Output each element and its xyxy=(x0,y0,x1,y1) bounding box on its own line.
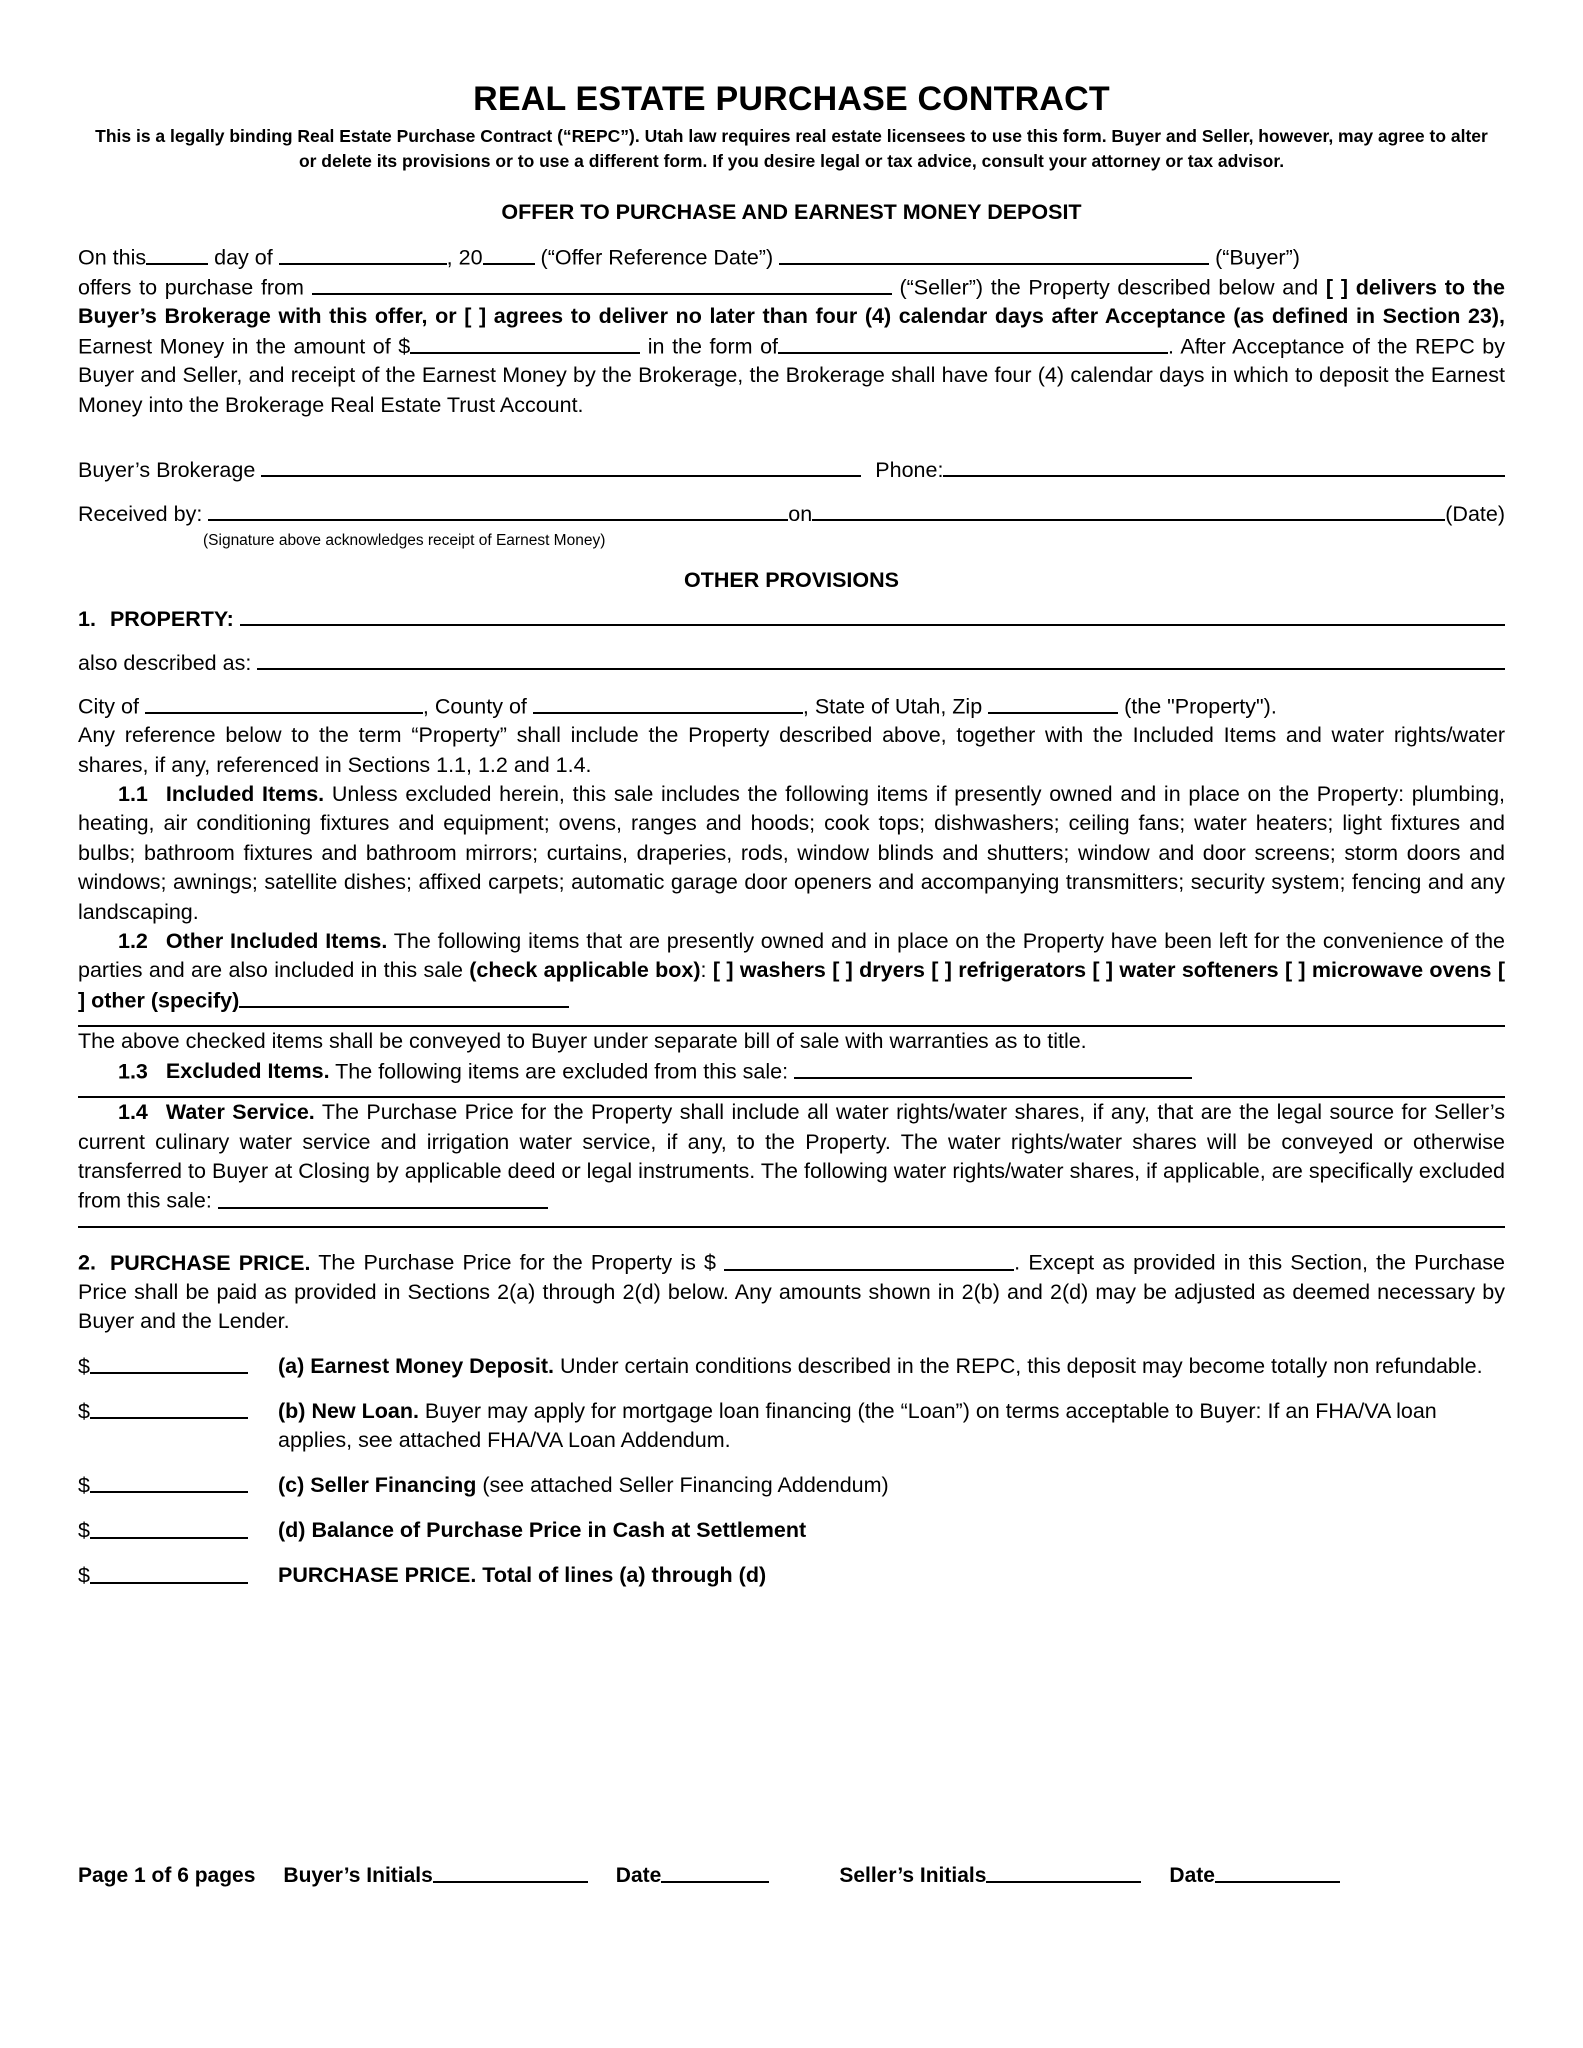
other-specify-field[interactable] xyxy=(239,986,569,1008)
row-label-total: PURCHASE PRICE. Total of lines (a) through (d) xyxy=(278,1563,767,1588)
earnest-money-delivery-clause: [ ] delivers to the Buyer’s Brokerage with this offer, or [ ] agrees to deliver no later than four (4) calendar days after Acceptance (as defined in Section 23), xyxy=(78,274,1505,329)
page-title: REAL ESTATE PURCHASE CONTRACT xyxy=(473,80,1110,118)
seller-initials-group xyxy=(839,1861,1141,1888)
buyer-brokerage-label: Buyer’s Brokerage xyxy=(78,458,256,483)
property-row xyxy=(78,603,1505,635)
offers-to-purchase-label: offers to purchase from xyxy=(78,274,304,299)
sub12-colon: : xyxy=(700,958,713,983)
purchase-price-row-d xyxy=(78,1516,1505,1546)
also-described-label: also described as: xyxy=(78,651,252,676)
description-cell-d xyxy=(278,1516,1505,1546)
row-label-d: Balance of Purchase Price in Cash at Settlement xyxy=(311,1518,807,1543)
phone-label: Phone: xyxy=(875,458,944,483)
seller-name-field[interactable] xyxy=(312,273,892,295)
seller-date-field[interactable] xyxy=(1215,1861,1340,1883)
sub14-title: Water Service. xyxy=(165,1100,315,1125)
buyer-date-field[interactable] xyxy=(661,1861,769,1883)
amount-cell-d xyxy=(78,1516,278,1546)
page-footer xyxy=(78,1861,1505,1888)
other-provisions-heading: OTHER PROVISIONS xyxy=(683,568,900,593)
seller-date-group xyxy=(1169,1861,1340,1888)
row-tag-b: (b) xyxy=(278,1398,306,1423)
amount-cell-total xyxy=(78,1561,278,1591)
purchase-price-paragraph xyxy=(78,1248,1505,1336)
description-cell-b xyxy=(278,1397,1505,1456)
city-county-row xyxy=(78,692,1505,722)
currency-symbol: $ xyxy=(78,1399,90,1424)
seller-financing-amount-field[interactable] xyxy=(90,1471,248,1493)
earnest-money-deposit-amount-field[interactable] xyxy=(90,1352,248,1374)
row-tag-a: (a) xyxy=(278,1353,305,1378)
purchase-price-row-a xyxy=(78,1352,1505,1382)
county-label: , County of xyxy=(422,694,527,719)
water-rights-continuation-rule[interactable] xyxy=(78,1226,1505,1228)
seller-initials-label: Seller’s Initials xyxy=(839,1864,987,1887)
date-label: (Date) xyxy=(1445,502,1505,527)
sub13-body: The following items are excluded from this sale: xyxy=(329,1059,795,1084)
city-label: City of xyxy=(78,694,139,719)
offer-heading: OFFER TO PURCHASE AND EARNEST MONEY DEPOSIT xyxy=(501,199,1082,224)
description-cell-total xyxy=(278,1561,1505,1591)
state-zip-label: , State of Utah, Zip xyxy=(802,694,983,719)
purchase-price-total-field[interactable] xyxy=(90,1561,248,1583)
offer-on-this-label: On this xyxy=(78,245,147,270)
included-items-paragraph xyxy=(78,780,1505,927)
city-field[interactable] xyxy=(145,692,423,714)
section1-title: PROPERTY: xyxy=(109,607,234,632)
buyer-date-label: Date xyxy=(615,1864,662,1887)
received-by-row xyxy=(78,498,1505,530)
offer-year-field[interactable] xyxy=(483,243,535,265)
buyer-date-group xyxy=(616,1861,770,1888)
other-included-items-paragraph xyxy=(78,927,1505,1015)
earnest-money-form-label: of xyxy=(760,334,779,359)
buyer-initials-group xyxy=(283,1861,587,1888)
buyer-designation-label: (“Buyer”) xyxy=(1215,245,1300,270)
row-label-b: New Loan. xyxy=(311,1398,419,1423)
section2-intro-b: . Except as provided in this Section, the Purchase Price shall be paid as provided in Sections 2(a) through 2(d) below. Any amounts shown in 2(b) and 2(d) may be adjusted as deemed necessary by Buyer and the Lender. xyxy=(78,1250,1506,1334)
row-body-a: Under certain conditions described in the REPC, this deposit may become totally non refundable. xyxy=(554,1353,1483,1378)
purchase-price-row-b xyxy=(78,1397,1505,1456)
row-body-b: Buyer may apply for mortgage loan financing (the “Loan”) on terms acceptable to Buyer: If an FHA/VA loan applies, see attached FHA/VA Loan Addendum. xyxy=(278,1398,1437,1453)
offer-month-field[interactable] xyxy=(279,243,447,265)
sub14-body: The Purchase Price for the Property shall include all water rights/water shares, if any, that are the legal source for Seller’s current culinary water service and irrigation water service, if any, to the Property. The water rights/water shares will be conveyed or otherwise transferred to Buyer at Closing by applicable deed or legal instruments. The following water rights/water shares, if applicable, are specifically excluded from this sale: xyxy=(78,1100,1505,1213)
section2-intro-a: The Purchase Price for the Property is $ xyxy=(310,1250,725,1275)
sub12-number: 1.2 xyxy=(118,928,148,953)
phone-field[interactable] xyxy=(943,455,1505,477)
water-service-paragraph xyxy=(78,1098,1505,1216)
offer-day-of-label: day of xyxy=(214,245,273,270)
purchase-price-row-c xyxy=(78,1471,1505,1501)
currency-symbol: $ xyxy=(78,1518,90,1543)
buyer-brokerage-row xyxy=(78,454,1505,486)
received-by-signature-field[interactable] xyxy=(208,499,788,521)
row-label-c: Seller Financing xyxy=(310,1473,477,1498)
section2-title: PURCHASE PRICE. xyxy=(109,1250,311,1275)
offer-reference-date-label: (“Offer Reference Date”) xyxy=(540,245,774,270)
county-field[interactable] xyxy=(533,692,803,714)
currency-symbol: $ xyxy=(78,1354,90,1379)
document-disclaimer: This is a legally binding Real Estate Purchase Contract (“REPC”). Utah law requires real estate licensees to use this form. Buyer and Seller, however, may agree to alter or delete its provisions or to use a different form. If you desire legal or tax advice, consult your attorney or tax advisor. xyxy=(95,126,1488,171)
seller-designation-label: (“Seller”) the Property described below and xyxy=(899,274,1319,299)
seller-initials-field[interactable] xyxy=(986,1861,1141,1883)
sub12-title: Other Included Items. xyxy=(165,928,388,953)
also-described-field[interactable] xyxy=(257,648,1505,670)
zip-field[interactable] xyxy=(988,692,1118,714)
sub11-number: 1.1 xyxy=(118,782,148,807)
page-number-label: Page 1 of 6 pages xyxy=(78,1864,256,1887)
new-loan-amount-field[interactable] xyxy=(90,1397,248,1419)
row-tag-c: (c) xyxy=(278,1473,305,1498)
buyer-brokerage-field[interactable] xyxy=(261,455,861,477)
purchase-price-row-total xyxy=(78,1561,1505,1591)
sub13-title: Excluded Items. xyxy=(165,1059,330,1084)
offer-paragraph: On this day of , 20 (“Offer Reference Date”) (“Buyer”) offers to purchase from (“Seller”) the Property described below and [ ] delivers to the Buyer’s Brokerage with this offer, or [ ] agrees to deliver no later than four (4) calendar days after Acceptance (as defined in Section 23), Earnest Money in the amount of $ in the form of . After Acceptance of the REPC by Buyer and Seller, and receipt of the Earnest Money by the Brokerage, the Brokerage shall have four (4) calendar days in which to deposit the Earnest Money into the Brokerage Real Estate Trust Account. xyxy=(78,243,1505,420)
buyer-name-field[interactable] xyxy=(779,243,1209,265)
purchase-price-field[interactable] xyxy=(724,1248,1014,1270)
buyer-initials-field[interactable] xyxy=(433,1861,588,1883)
on-label: on xyxy=(788,502,813,527)
section1-number: 1. xyxy=(78,607,96,632)
currency-symbol: $ xyxy=(78,1473,90,1498)
offer-year-prefix: , 20 xyxy=(446,245,483,270)
received-date-field[interactable] xyxy=(812,499,1445,521)
seller-date-label: Date xyxy=(1169,1864,1215,1887)
offer-day-field[interactable] xyxy=(146,243,208,265)
sub11-title: Included Items. xyxy=(165,782,325,807)
currency-symbol: $ xyxy=(78,1563,90,1588)
row-tag-d: (d) xyxy=(278,1518,306,1543)
earnest-money-deposit-text: . After Acceptance of the REPC by Buyer and Seller, and receipt of the Earnest Money by the Brokerage, the Brokerage shall have four (4) calendar days in which to deposit the Earnest Money into the Brokerage Real Estate Trust Account. xyxy=(78,334,1505,417)
row-label-a: Earnest Money Deposit. xyxy=(310,1353,554,1378)
buyer-initials-label: Buyer’s Initials xyxy=(283,1864,433,1887)
property-reference-text: Any reference below to the term “Property” shall include the Property described above, together with the Included Items and water rights/water shares, if any, referenced in Sections 1.1, 1.2 and 1.4. xyxy=(78,723,1505,777)
sub11-body: Unless excluded herein, this sale includes the following items if presently owned and in place on the Property: plumbing, heating, air conditioning fixtures and equipment; ovens, ranges and hoods; cook tops; dishwashers; ceiling fans; water heaters; light fixtures and bulbs; bathroom fixtures and bathroom mirrors; curtains, draperies, rods, window blinds and shutters; window and door screens; storm doors and windows; awnings; satellite dishes; affixed carpets; automatic garage door openers and accompanying transmitters; security system; fencing and any landscaping. xyxy=(78,782,1505,924)
received-by-label: Received by: xyxy=(78,502,203,527)
check-applicable-box-label: (check applicable box) xyxy=(469,958,701,983)
amount-cell-a xyxy=(78,1352,278,1382)
amount-cell-c xyxy=(78,1471,278,1501)
conveyed-items-text: The above checked items shall be conveyed to Buyer under separate bill of sale with warranties as to title. xyxy=(78,1029,1087,1054)
amount-cell-b xyxy=(78,1397,278,1427)
excluded-water-rights-field[interactable] xyxy=(218,1186,548,1208)
sub13-number: 1.3 xyxy=(118,1059,148,1084)
property-definition-label: (the "Property"). xyxy=(1124,694,1277,719)
earnest-money-form-field[interactable] xyxy=(778,332,1168,354)
signature-acknowledgement-note: (Signature above acknowledges receipt of Earnest Money) xyxy=(203,531,606,549)
row-body-c: (see attached Seller Financing Addendum) xyxy=(476,1473,889,1498)
description-cell-a xyxy=(278,1352,1505,1382)
property-address-field[interactable] xyxy=(240,604,1505,626)
other-included-checkbox-group[interactable]: [ ] washers [ ] dryers [ ] refrigerators [ ] water softeners [ ] microwave ovens [ ] other (specify) xyxy=(78,958,1505,1012)
earnest-money-amount-label: Earnest Money in the amount of $ xyxy=(78,334,411,359)
earnest-money-amount-field[interactable] xyxy=(410,332,640,354)
description-cell-c xyxy=(278,1471,1505,1501)
excluded-items-paragraph xyxy=(78,1057,1505,1087)
balance-cash-amount-field[interactable] xyxy=(90,1516,248,1538)
section2-number: 2. xyxy=(78,1250,96,1275)
sub12-body: The following items that are presently owned and in place on the Property have been left for the convenience of the parties and are also included in this sale xyxy=(78,928,1505,983)
excluded-items-field[interactable] xyxy=(794,1057,1192,1079)
sub14-number: 1.4 xyxy=(118,1100,148,1125)
also-described-row xyxy=(78,647,1505,679)
